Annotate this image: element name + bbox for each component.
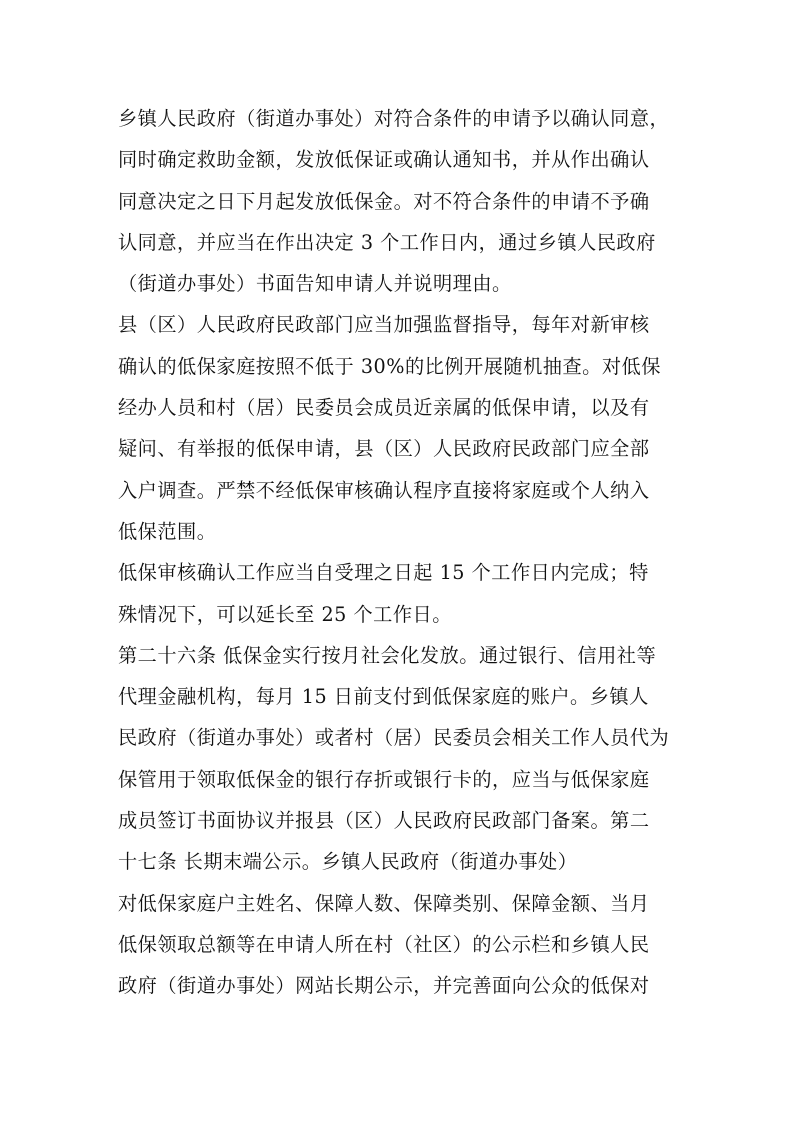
text-line: 政府（街道办事处）网站长期公示，并完善面向公众的低保对	[118, 974, 650, 998]
text-line: 保管用于领取低保金的银行存折或银行卡的，应当与低保家庭	[118, 767, 650, 791]
text-line: 民政府（街道办事处）或者村（居）民委员会相关工作人员代为	[118, 726, 670, 750]
text-line: 认同意，并应当在作出决定 3 个工作日内，通过乡镇人民政府	[118, 230, 656, 254]
text-line: 殊情况下，可以延长至 25 个工作日。	[118, 602, 452, 626]
body-text	[118, 98, 693, 1007]
text-line: 同时确定救助金额，发放低保证或确认通知书，并从作出确认	[118, 148, 650, 172]
text-line: 低保领取总额等在申请人所在村（社区）的公示栏和乡镇人民	[118, 932, 650, 956]
text-line: 十七条 长期末端公示。乡镇人民政府（街道办事处）	[118, 850, 578, 874]
text-line: 县（区）人民政府民政部门应当加强监督指导，每年对新审核	[118, 313, 650, 337]
text-line: 第二十六条 低保金实行按月社会化发放。通过银行、信用社等	[118, 643, 657, 667]
text-line: 入户调查。严禁不经低保审核确认程序直接将家庭或个人纳入	[118, 478, 650, 502]
text-line: 经办人员和村（居）民委员会成员近亲属的低保申请，以及有	[118, 396, 650, 420]
text-line: 同意决定之日下月起发放低保金。对不符合条件的申请不予确	[118, 189, 650, 213]
text-line: 低保审核确认工作应当自受理之日起 15 个工作日内完成；特	[118, 561, 649, 585]
text-line: 代理金融机构，每月 15 日前支付到低保家庭的账户。乡镇人	[118, 685, 649, 709]
text-line: 乡镇人民政府（街道办事处）对符合条件的申请予以确认同意，	[118, 107, 670, 130]
text-line: 成员签订书面协议并报县（区）人民政府民政部门备案。第二	[118, 809, 650, 833]
text-line: 确认的低保家庭按照不低于 30%的比例开展随机抽查。对低保	[118, 354, 661, 378]
text-line: 对低保家庭户主姓名、保障人数、保障类别、保障金额、当月	[118, 891, 650, 915]
text-line: 低保范围。	[118, 519, 217, 543]
text-line: （街道办事处）书面告知申请人并说明理由。	[118, 272, 512, 296]
text-line: 疑问、有举报的低保申请，县（区）人民政府民政部门应全部	[118, 437, 650, 461]
